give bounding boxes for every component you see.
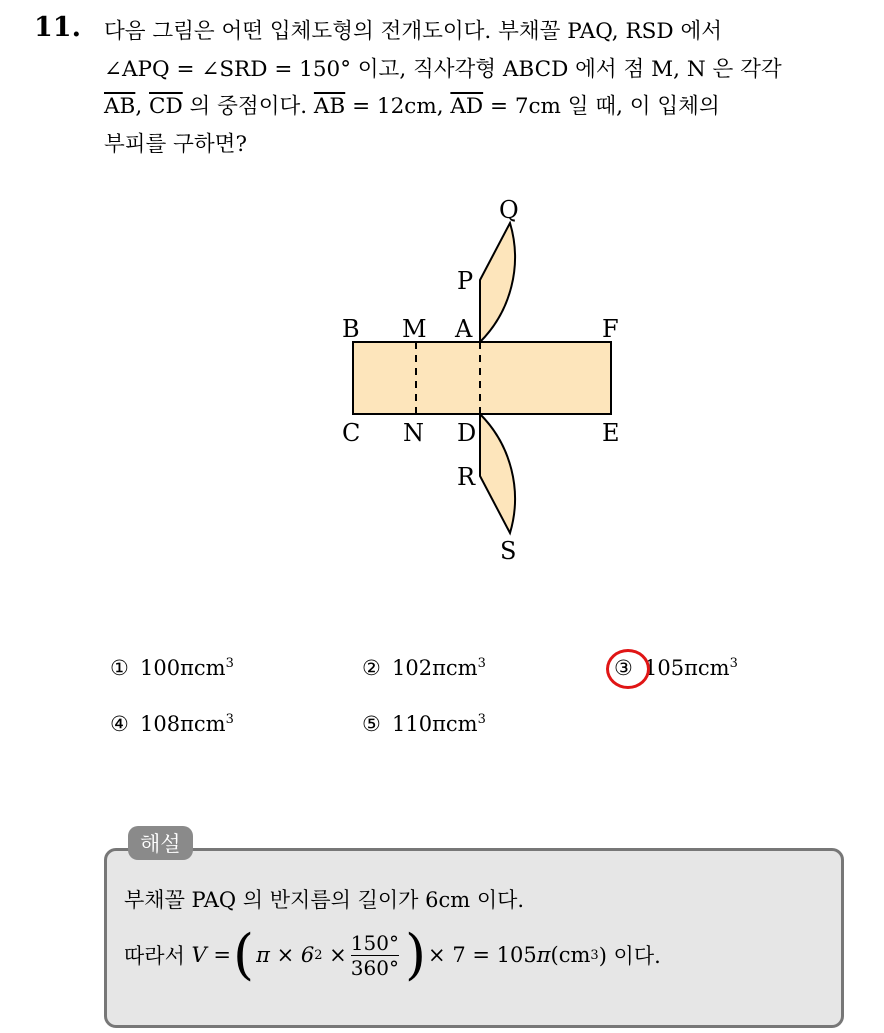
question-line-1: 다음 그림은 어떤 입체도형의 전개도이다. 부채꼴 PAQ, RSD 에서 <box>104 19 722 44</box>
sector-rsd <box>480 414 515 533</box>
solution-tag: 해설 <box>128 826 193 860</box>
segment-ab-2: $\overline{AB}$ <box>313 94 346 119</box>
segment-ad: $\overline{AD}$ <box>450 94 484 119</box>
question-text <box>104 13 864 163</box>
fraction: $\frac{150^\circ}{360^\circ}$ <box>350 930 399 980</box>
label-r: R <box>457 463 476 491</box>
label-n: N <box>403 419 424 447</box>
question-line-3: $\overline{AB}$, $\overline{CD}$ 의 중점이다. $\overline{AB} = 12cm$, $\overline{AD} = 7cm$ 일 때, 이 입체의 <box>104 94 720 119</box>
label-a: A <box>455 315 473 343</box>
net-diagram <box>330 185 650 575</box>
solution-line-1: 부채꼴 PAQ 의 반지름의 길이가 6cm 이다. <box>124 888 525 912</box>
answer-circle-mark <box>606 649 650 689</box>
label-s: S <box>500 537 517 565</box>
segment-ab: $\overline{AB}$ <box>104 94 136 119</box>
label-p: P <box>457 267 474 295</box>
solution-line-2: 따라서 V = ( π × 6 2 × $\frac{150^\circ}{360^\circ}$ ) × 7 = 105 π (cm 3 ) 이다. <box>124 923 661 986</box>
choice-4[interactable]: ④ 108πcm$^3$ <box>110 712 234 736</box>
choice-5[interactable]: ⑤ 110πcm$^3$ <box>362 712 486 736</box>
choice-2[interactable]: ② 102πcm$^3$ <box>362 656 486 680</box>
label-m: M <box>402 315 427 343</box>
label-c: C <box>342 419 361 447</box>
choice-3[interactable]: ③ 105πcm$^3$ <box>614 656 738 680</box>
choice-1[interactable]: ① 100πcm$^3$ <box>110 656 234 680</box>
label-b: B <box>342 315 360 343</box>
label-d: D <box>457 419 477 447</box>
label-q: Q <box>499 196 519 224</box>
question-number: 11. <box>34 12 81 43</box>
question-line-2: ∠APQ = ∠SRD = 150° 이고, 직사각형 ABCD 에서 점 M, N 은 각각 <box>104 56 782 82</box>
label-e: E <box>602 419 620 447</box>
sector-paq <box>480 223 515 342</box>
rectangle-bcef <box>353 342 611 414</box>
segment-cd: $\overline{CD}$ <box>149 94 183 119</box>
question-line-4: 부피를 구하면? <box>104 131 247 157</box>
label-f: F <box>602 315 619 343</box>
